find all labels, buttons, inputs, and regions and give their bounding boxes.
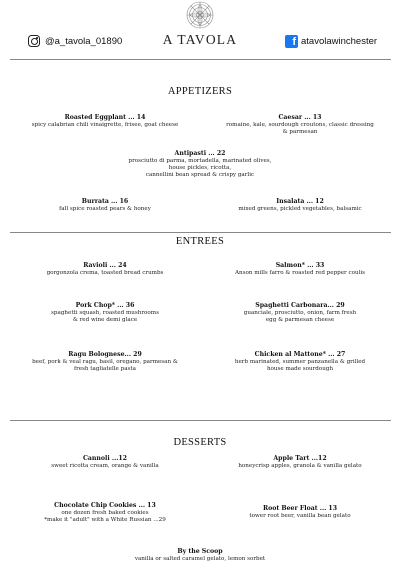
item-description: gorgonzola crema, toasted bread crumbs [46, 270, 164, 276]
menu-item-root-beer-float [215, 505, 385, 520]
instagram-handle-text: @a_tavola_01890 [45, 35, 123, 47]
item-name: Apple Tart ...12 [273, 455, 327, 462]
menu-item-antipasti [115, 150, 285, 180]
item-description: & red wine demi glace [72, 317, 138, 324]
item-description: beef, pork & veal ragu, basil, oregano, parmesan & [32, 359, 178, 365]
restaurant-name: A TAVOLA [162, 32, 238, 47]
item-description: Anson mills farro & roasted red pepper coulis [234, 270, 366, 276]
item-description: mixed greens, pickled vegetables, balsamic [238, 206, 362, 212]
menu-item-spaghetti-carbonara [215, 302, 385, 324]
item-description: herb marinated, summer panzanella & grilled [234, 359, 366, 365]
item-description: spicy calabrian chili vinaigrette, frisee, goat cheese [31, 122, 179, 128]
menu-item-salmon [215, 262, 385, 277]
divider [10, 232, 391, 233]
item-name: Pork Chop* ... 36 [75, 302, 135, 309]
divider [10, 59, 391, 60]
item-name: Antipasti ... 22 [174, 150, 226, 157]
item-name: Root Beer Float ... 13 [262, 505, 338, 512]
item-name: Salmon* ... 33 [275, 262, 325, 269]
divider [10, 420, 391, 421]
menu-item-chocolate-chip-cookies [20, 502, 190, 524]
ornamental-circle-logo [186, 1, 214, 29]
facebook-handle[interactable] [285, 35, 377, 48]
menu-item-insalata [215, 198, 385, 213]
item-name: Roasted Eggplant ... 14 [64, 114, 146, 121]
item-name: Caesar ... 13 [278, 114, 322, 121]
item-name: By the Scoop [177, 548, 223, 555]
item-name: Chocolate Chip Cookies ... 13 [54, 502, 156, 509]
item-description: house made sourdough [266, 366, 334, 373]
item-description: sweet ricotta cream, orange & vanilla [51, 463, 159, 469]
entrees-title: ENTREES [175, 236, 225, 247]
item-description: guanciale, prosciutto, onion, farm fresh [243, 310, 357, 316]
menu-item-roasted-eggplant [20, 114, 190, 129]
item-name: Chicken al Mattone* ... 27 [254, 351, 346, 358]
item-name: Ravioli ... 24 [83, 262, 127, 269]
item-name: Cannoli ...12 [83, 455, 127, 462]
desserts-title: DESSERTS [173, 437, 227, 448]
item-description: cannellini bean spread & crispy garlic [145, 172, 255, 179]
item-description: romaine, kale, sourdough croutons, classic dressing [226, 122, 374, 128]
appetizers-title: APPETIZERS [167, 86, 233, 97]
item-description: fall spice roasted pears & honey [59, 206, 151, 212]
item-description: one dozen fresh baked cookies [61, 510, 149, 516]
item-description: house pickles, ricotta, [168, 165, 232, 172]
menu-item-chicken-al-mattone [215, 351, 385, 373]
item-description: *make it "adult" with a White Russian ...29 [44, 517, 166, 524]
item-description: egg & parmesan cheese [265, 317, 335, 324]
item-description: prosciutto di parma, mortadella, marinated olives, [128, 158, 272, 164]
menu-item-ragu-bolognese [20, 351, 190, 373]
item-description: & parmesan [282, 129, 318, 136]
menu-item-burrata [20, 198, 190, 213]
menu-item-apple-tart [215, 455, 385, 470]
item-name: Insalata ... 12 [276, 198, 324, 205]
item-name: Spaghetti Carbonara... 29 [255, 302, 345, 309]
item-description: honeycrisp apples, granola & vanilla gelato [238, 463, 362, 469]
menu-item-ravioli [20, 262, 190, 277]
item-description: spaghetti squash, roasted mushrooms [51, 310, 159, 316]
item-name: Ragu Bolognese... 29 [68, 351, 142, 358]
item-description: vanilla or salted caramel gelato, lemon sorbet [134, 556, 266, 562]
item-description: fresh tagliatelle pasta [74, 366, 136, 373]
item-description: tower root beer, vanilla bean gelato [249, 513, 351, 519]
menu-item-by-the-scoop [115, 548, 285, 563]
item-name: Burrata ... 16 [81, 198, 129, 205]
menu-item-cannoli [20, 455, 190, 470]
facebook-icon: f [285, 35, 298, 48]
menu-item-pork-chop [20, 302, 190, 324]
menu-item-caesar [215, 114, 385, 136]
facebook-handle-text: atavolawinchester [301, 36, 378, 47]
